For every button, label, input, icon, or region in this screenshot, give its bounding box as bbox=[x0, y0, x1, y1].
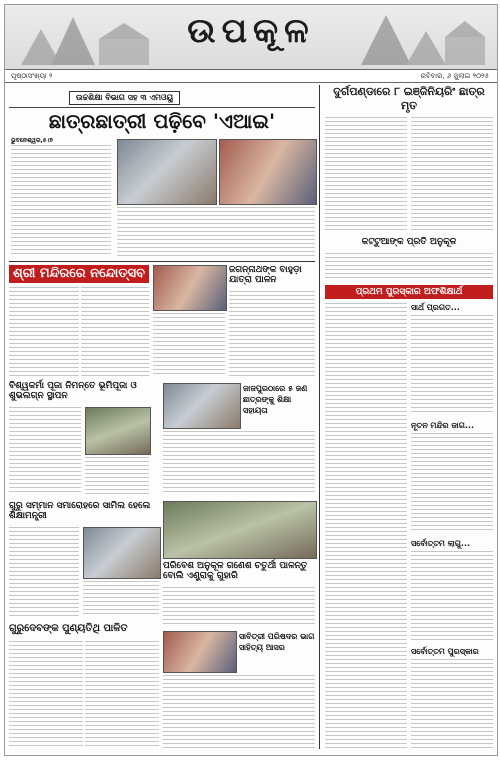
lead-dateline: ଭୁବନେଶ୍ୱର,୫।୭ bbox=[11, 137, 53, 144]
guru-body-2 bbox=[83, 581, 159, 617]
vigilance-headline: କଟ୍ଟୁଆଙ୍କ ପ୍ରତି ଅନୁକୂଳ bbox=[361, 237, 457, 247]
guru-photo bbox=[83, 527, 161, 579]
masthead-title: ଉପକୂଳ bbox=[187, 11, 315, 51]
page-number: ପୃଷ୍ଠାସଂଖ୍ୟା ୨ bbox=[11, 72, 53, 80]
collector-photo bbox=[153, 265, 227, 311]
rath-body bbox=[229, 291, 315, 377]
lead-kicker: ଉଚ୍ଚଶିକ୍ଷା ବିଭାଗ ସହ ୩ ଏମଓୟୁ bbox=[69, 91, 180, 105]
bishwakarma-body-2 bbox=[85, 457, 149, 495]
parivesh-body bbox=[163, 587, 315, 627]
sidebar-item-1: ସାର୍ଥ ପ୍ରଗତ... bbox=[411, 303, 460, 312]
tyre-body bbox=[163, 431, 315, 495]
durgapur-headline: ଦୁର୍ଗପଣ୍ଡାରେ ୮ ଇଞ୍ଜିନିୟରିଂ ଛାତ୍ର ମୃତ bbox=[333, 85, 485, 112]
award-headline: ପ୍ରଥମ ପୁରସ୍କାର ଅଫଶିକ୍ଷାର୍ଥ bbox=[325, 285, 493, 299]
savitri-body bbox=[163, 675, 315, 749]
newspaper-page bbox=[4, 4, 498, 756]
issue-date: ରବିବାର, ୬ ଜୁଲାଇ ୨୦୨୫ bbox=[420, 72, 489, 80]
lead-photo-2 bbox=[219, 139, 317, 205]
temple-illustration-right bbox=[341, 9, 491, 65]
parivesh-photo bbox=[163, 501, 317, 559]
parivesh-headline: ପରିବେଶ ଅନୁକୂଳ ଗଣେଶ ଚତୁର୍ଥୀ ପାଳନ୍ତୁ ବୋଲି ଏଣ୍ଟ୍ରାକୁ ଗୁହାରି bbox=[163, 561, 308, 581]
collector-body bbox=[153, 313, 225, 377]
guru-smaran-body-col2 bbox=[85, 641, 159, 749]
sidebar-item-3: ସର୍ବୋତ୍ତମ ଲାଗୁ... bbox=[411, 539, 471, 548]
durgapur-body-col1 bbox=[325, 117, 407, 233]
savitri-headline: ସାବିତ୍ରୀ ପରିଷଦର ଭାଗ ସାହିତ୍ୟ ଆସର bbox=[239, 631, 315, 652]
guru-smaran-body-col1 bbox=[9, 641, 83, 749]
sidebar-item-2: ନୂତନ ମନ୍ଦିର ଜାଗ... bbox=[411, 421, 474, 430]
masthead bbox=[5, 5, 497, 69]
bishwakarma-body bbox=[9, 407, 81, 495]
lead-body-text-col1 bbox=[11, 145, 111, 257]
savitri-photo bbox=[163, 631, 237, 673]
right-sidebar bbox=[411, 303, 493, 749]
rath-headline: ଜଗନ୍ନାଥଙ୍କ ବାହୁଡ଼ା ଯାତ୍ରା ପାଳନ bbox=[229, 265, 302, 285]
tyre-headline: ଜାଜପୁରଠାରେ ୫ ଜଣ ଛାତ୍ରଙ୍କୁ ଶିକ୍ଷା ସହାୟତା bbox=[243, 383, 308, 415]
durgapur-body-col2 bbox=[411, 117, 493, 233]
info-bar bbox=[5, 69, 497, 83]
lead-headline: ଛାତ୍ରଛାତ୍ରୀ ପଢ଼ିବେ 'ଏଆଇ' bbox=[48, 109, 276, 133]
tyre-photo bbox=[163, 383, 241, 429]
award-body-col1 bbox=[325, 303, 407, 749]
guru-smaran-headline: ଗୁରୁଦେବଙ୍କ ପୁଣ୍ୟତିଥି ପାଳିତ bbox=[9, 623, 128, 634]
srimandir-body-col2 bbox=[81, 287, 149, 377]
sidebar-item-4: ସର୍ବୋତ୍ତମ ପୁରସ୍କାର bbox=[411, 647, 479, 656]
guru-body bbox=[9, 527, 79, 617]
guru-headline: ଗୁରୁ ସମ୍ମାନ ସମାରୋହରେ ସାମିଲ ହେଲେ ଶିକ୍ଷାମନ୍ତ୍ରୀ bbox=[9, 501, 151, 521]
lead-photo-1 bbox=[117, 139, 217, 205]
lead-kicker-box bbox=[9, 85, 315, 108]
lead-body-text-col2 bbox=[117, 207, 315, 257]
bishwakarma-photo bbox=[85, 407, 151, 455]
vigilance-body bbox=[325, 253, 493, 281]
srimandir-headline: ଶ୍ରୀ ମନ୍ଦିରରେ ନନ୍ଦୋତ୍ସବ bbox=[9, 265, 149, 283]
srimandir-body-col1 bbox=[9, 287, 79, 377]
bishwakarma-headline: ବିଶ୍ୱକର୍ମା ପୂଜା ନିମନ୍ତେ ଭୂମିପୂଜା ଓ ଶୁଭଲଗ୍ନ ସ୍ଥାପନ bbox=[9, 381, 137, 401]
